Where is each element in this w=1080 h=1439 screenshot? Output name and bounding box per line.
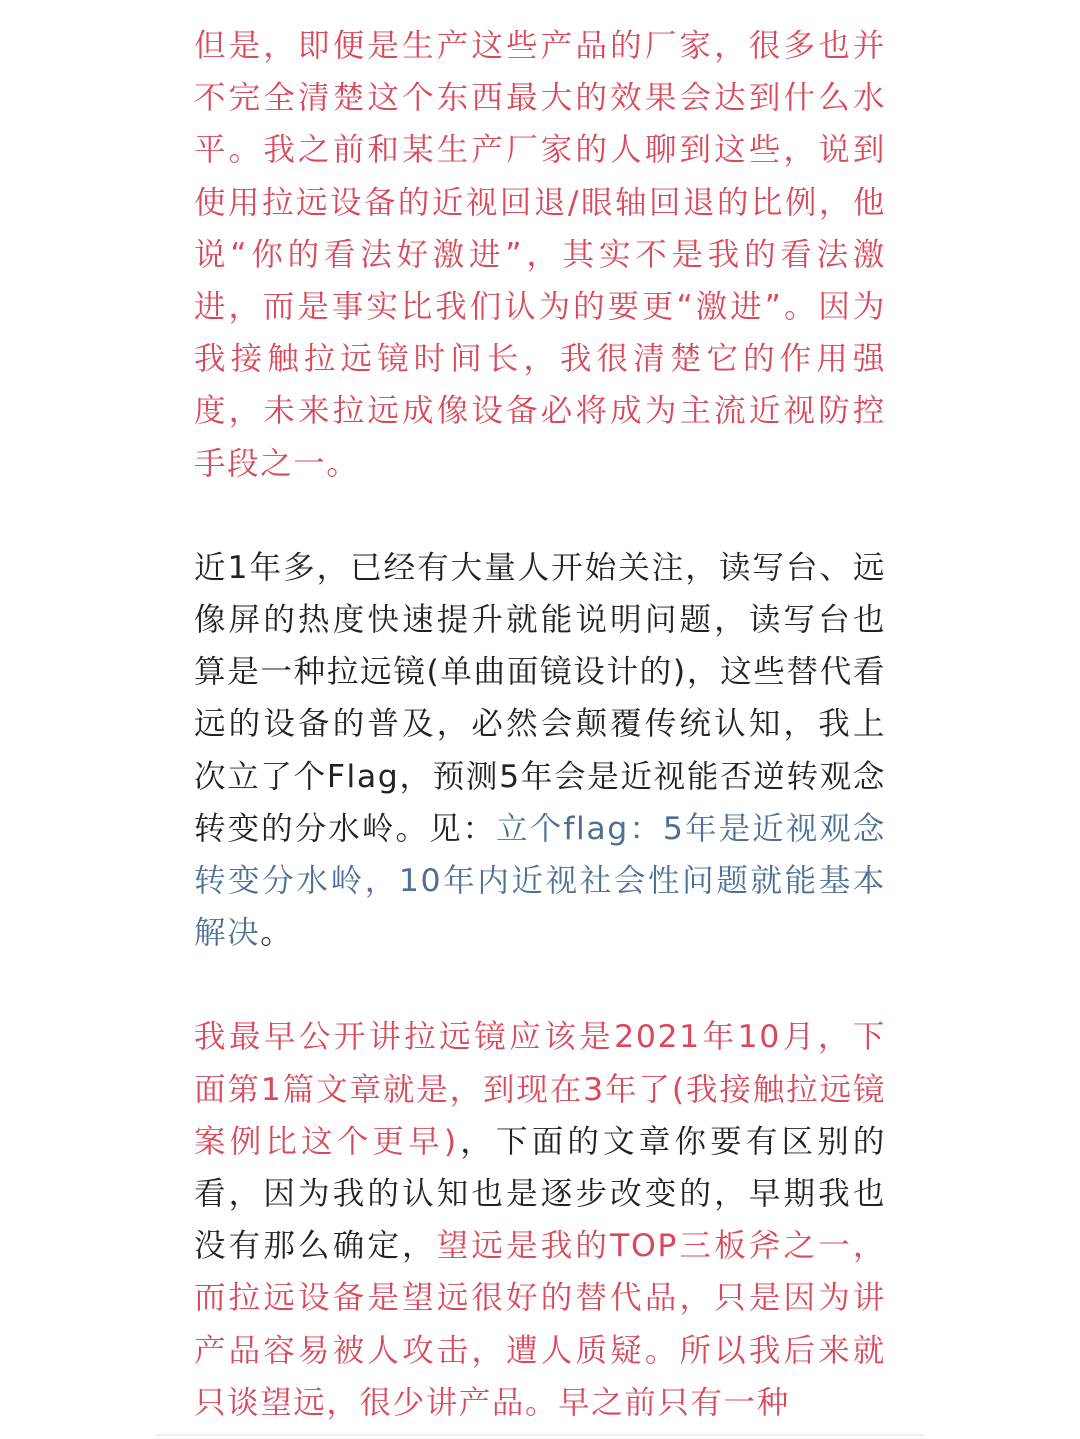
- highlighted-text: 我最早公开讲拉远镜应该是2021年10月，下面第1篇文章就是，到现在3年了(我接触拉远镜案例比这个更早): [194, 1019, 886, 1160]
- highlighted-text: 但是，即便是生产这些产品的厂家，很多也并不完全清楚这个东西最大的效果会达到什么水平。我之前和某生产厂家的人聊到这些，说到使用拉远设备的近视回退/眼轴回退的比例，他说“你的看法好激进”，其实不是我的看法激进，而是事实比我们认为的要更“激进”。因为我接触拉远镜时间长，我很清楚它的作用强度，未来拉远成像设备必将成为主流近视防控手段之一。: [194, 28, 886, 482]
- body-text: 。: [260, 915, 294, 952]
- paragraph-manufacturer-view: [194, 20, 886, 490]
- body-text: ，下面的文章你要有区别的看，因为我的认知也是逐步改变的，早期我也没有那么确定，: [194, 1123, 886, 1265]
- article-link[interactable]: 立个flag：5年是近视观念转变分水岭，10年内近视社会性问题就能基本解决: [194, 810, 886, 952]
- highlighted-text: 望远是我的TOP三板斧之一，而拉远设备是望远很好的替代品，只是因为讲产品容易被人攻击，遭人质疑。所以我后来就只谈望远，很少讲产品。早之前只有一种: [194, 1228, 886, 1421]
- article-body: [194, 20, 886, 1429]
- paragraph-trend: [194, 542, 886, 960]
- bottom-divider: [156, 1434, 924, 1436]
- body-text: 近1年多，已经有大量人开始关注，读写台、远像屏的热度快速提升就能说明问题，读写台也算是一种拉远镜(单曲面镜设计的)，这些替代看远的设备的普及，必然会颠覆传统认知，我上次立了个Flag，预测5年会是近视能否逆转观念转变的分水岭。见：: [194, 549, 886, 847]
- paragraph-history: [194, 1011, 886, 1429]
